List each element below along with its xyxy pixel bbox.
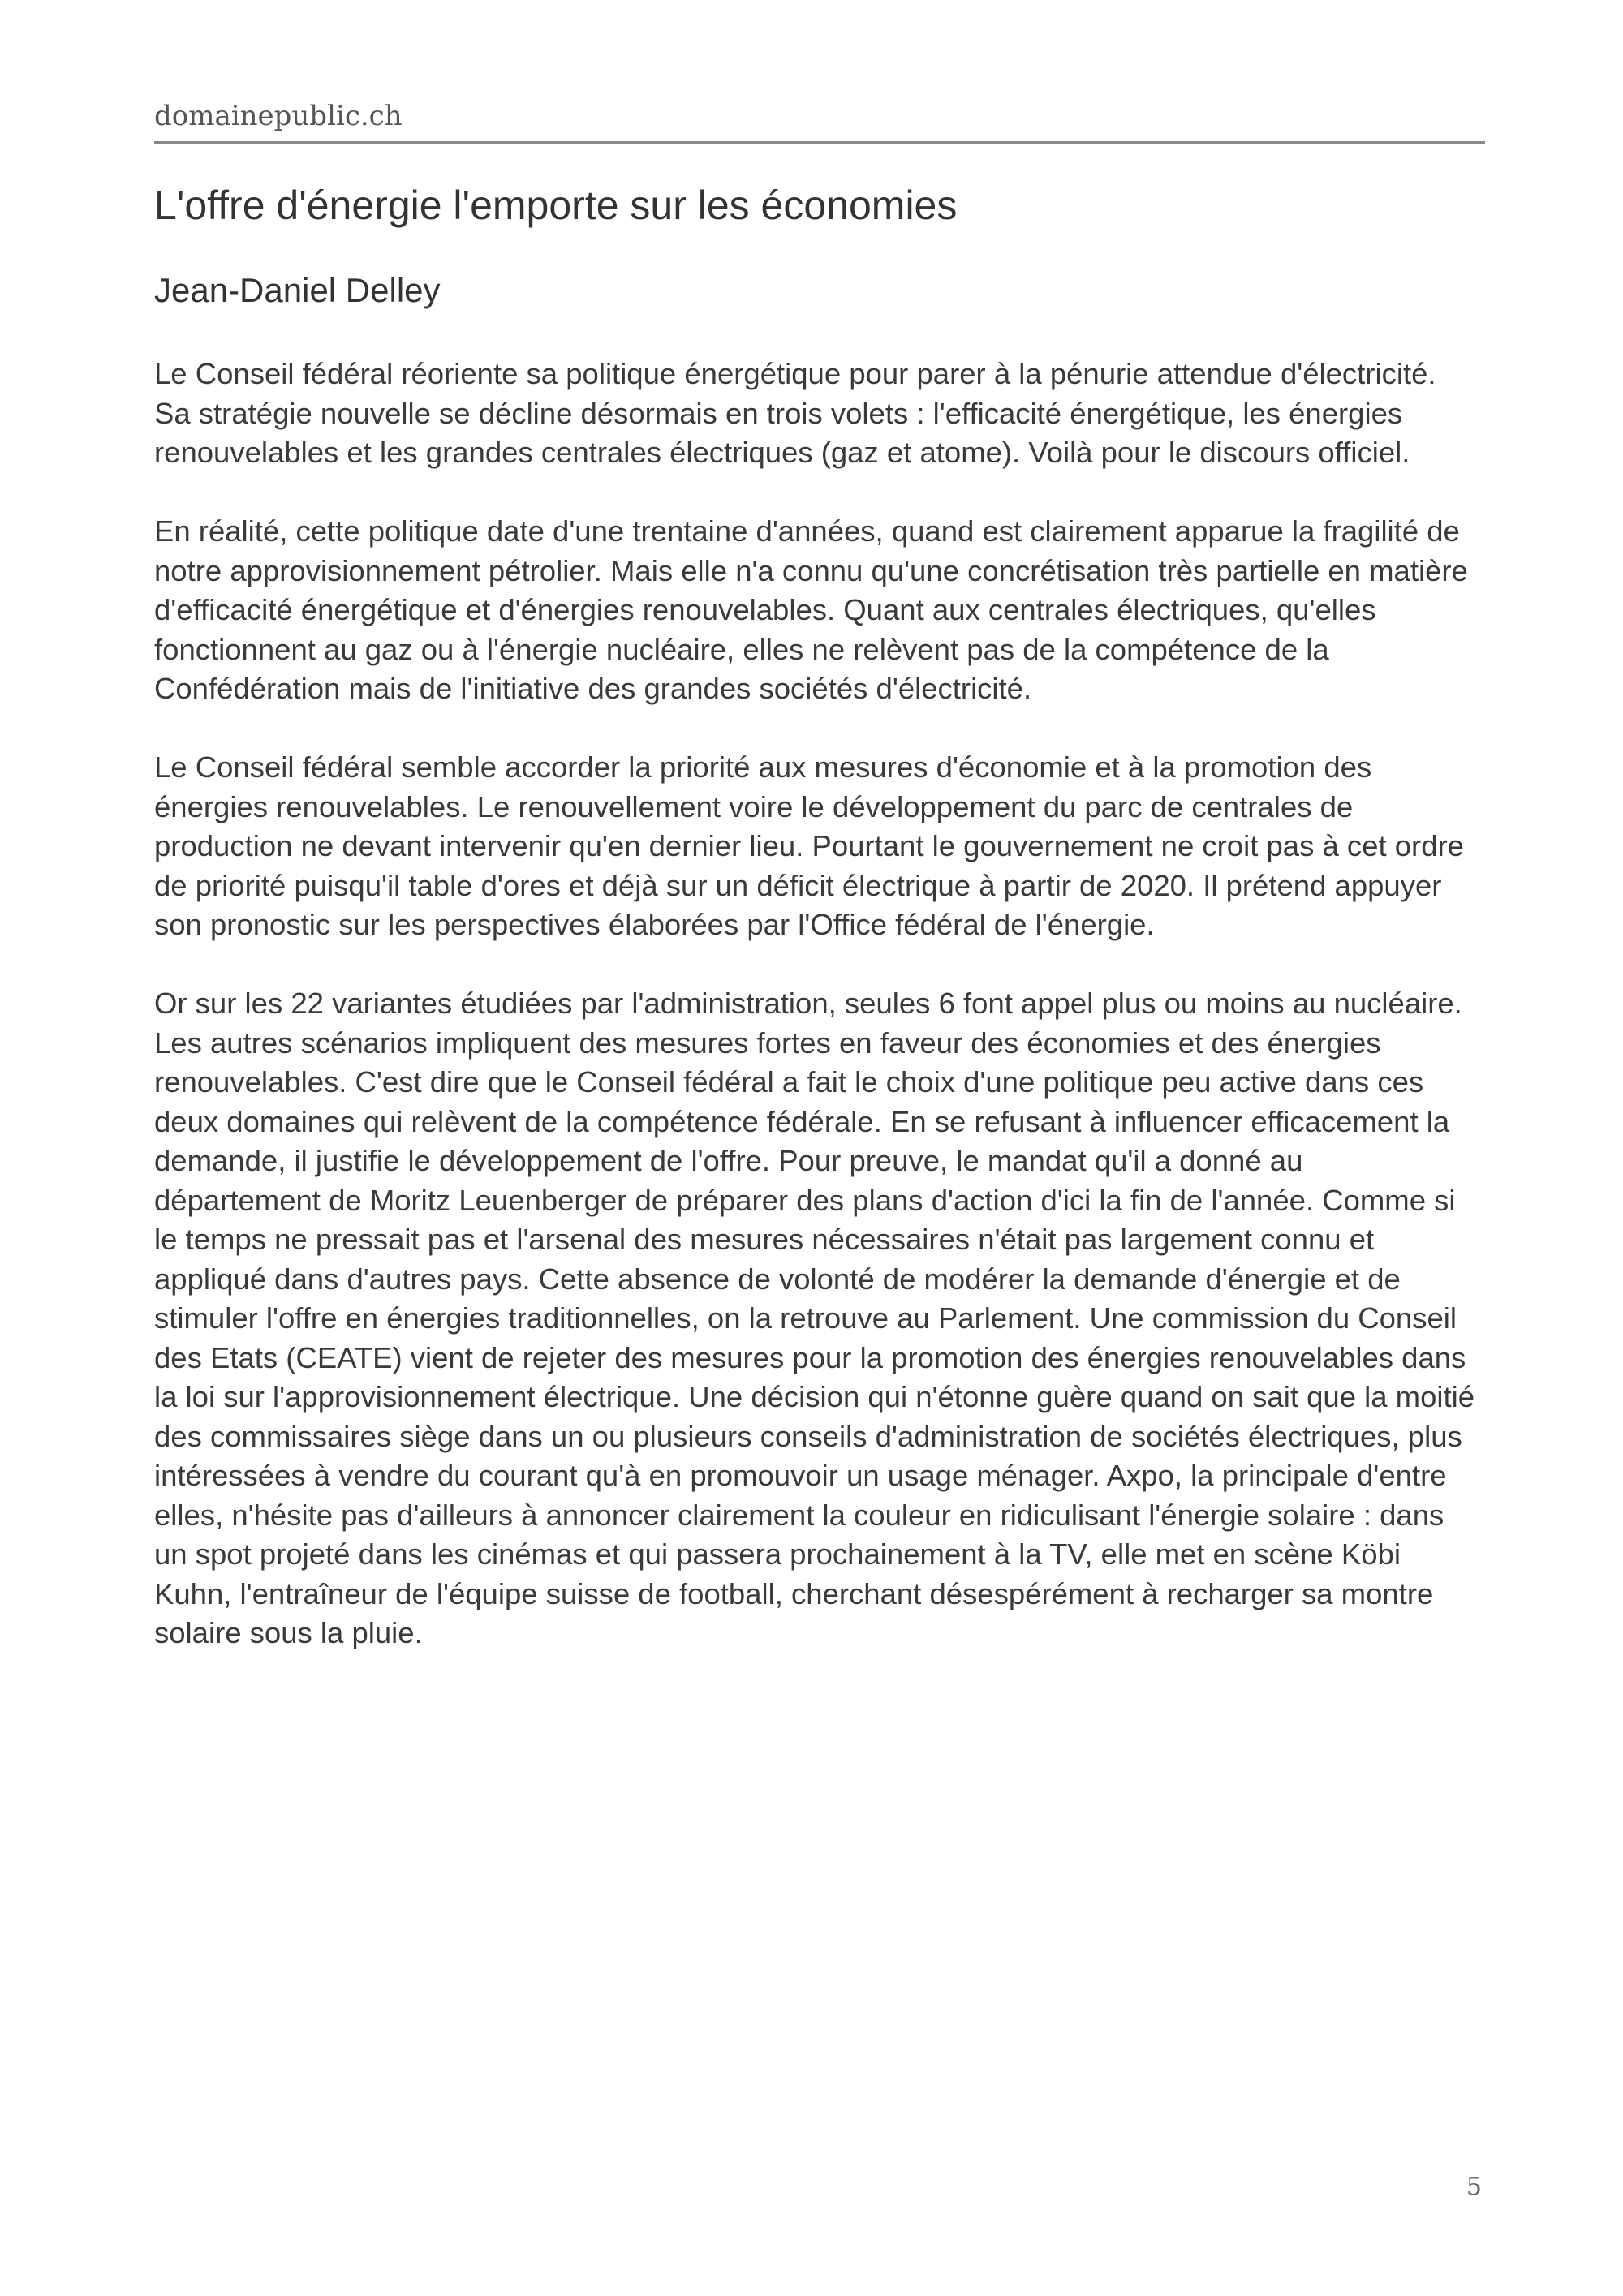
article-title: L'offre d'énergie l'emporte sur les économies [154, 183, 958, 228]
article-paragraph-1: Le Conseil fédéral réoriente sa politique énergétique pour parer à la pénurie attendue d'électricité. Sa stratégie nouvelle se décline désormais en trois volets : l'efficacité énergétique, les énergies renouvelables et les grandes centrales électriques (gaz et atome). Voilà pour le discours officiel. [154, 357, 1436, 469]
article-paragraph-2: En réalité, cette politique date d'une trentaine d'années, quand est clairement apparue la fragilité de notre approvisionnement pétrolier. Mais elle n'a connu qu'une concrétisation très partielle en matière d'efficacité énergétique et d'énergies renouvelables. Quant aux centrales électriques, qu'elles fonctionnent au gaz ou à l'énergie nucléaire, elles ne relèvent pas de la compétence de la Confédération mais de l'initiative des grandes sociétés d'électricité. [154, 514, 1468, 705]
article-author: Jean-Daniel Delley [154, 271, 441, 309]
article-paragraph-4: Or sur les 22 variantes étudiées par l'administration, seules 6 font appel plus ou moins au nucléaire. Les autres scénarios impliquent des mesures fortes en faveur des économies et des énergies renouvelables. C'est dire que le Conseil fédéral a fait le choix d'une politique peu active dans ces deux domaines qui relèvent de la compétence fédérale. En se refusant à influencer efficacement la demande, il justifie le développement de l'offre. Pour preuve, le mandat qu'il a donné au département de Moritz Leuenberger de préparer des plans d'action d'ici la fin de l'année. Comme si le temps ne pressait pas et l'arsenal des mesures nécessaires n'était pas largement connu et appliqué dans d'autres pays. Cette absence de volonté de modérer la demande d'énergie et de stimuler l'offre en énergies traditionnelles, on la retrouve au Parlement. Une commission du Conseil des Etats (CEATE) vient de rejeter des mesures pour la promotion des énergies renouvelables dans la loi sur l'approvisionnement électrique. Une décision qui n'étonne guère quand on sait que la moitié des commissaires siège dans un ou plusieurs conseils d'administration de sociétés électriques, plus intéressées à vendre du courant qu'à en promouvoir un usage ménager. Axpo, la principale d'entre elles, n'hésite pas d'ailleurs à annoncer clairement la couleur en ridiculisant l'énergie solaire : dans un spot projeté dans les cinémas et qui passera prochainement à la TV, elle met en scène Köbi Kuhn, l'entraîneur de l'équipe suisse de football, cherchant désespérément à recharger sa montre solaire sous la pluie. [154, 987, 1475, 1649]
page-header [154, 96, 1485, 144]
article-body [154, 355, 1477, 1692]
article-paragraph-3: Le Conseil fédéral semble accorder la priorité aux mesures d'économie et à la promotion des énergies renouvelables. Le renouvellement voire le développement du parc de centrales de production ne devant intervenir qu'en dernier lieu. Pourtant le gouvernement ne croit pas à cet ordre de priorité puisqu'il table d'ores et déjà sur un déficit électrique à partir de 2020. Il prétend appuyer son pronostic sur les perspectives élaborées par l'Office fédéral de l'énergie. [154, 750, 1464, 941]
site-name: domainepublic.ch [154, 100, 403, 132]
page-number: 5 [1466, 2173, 1482, 2201]
